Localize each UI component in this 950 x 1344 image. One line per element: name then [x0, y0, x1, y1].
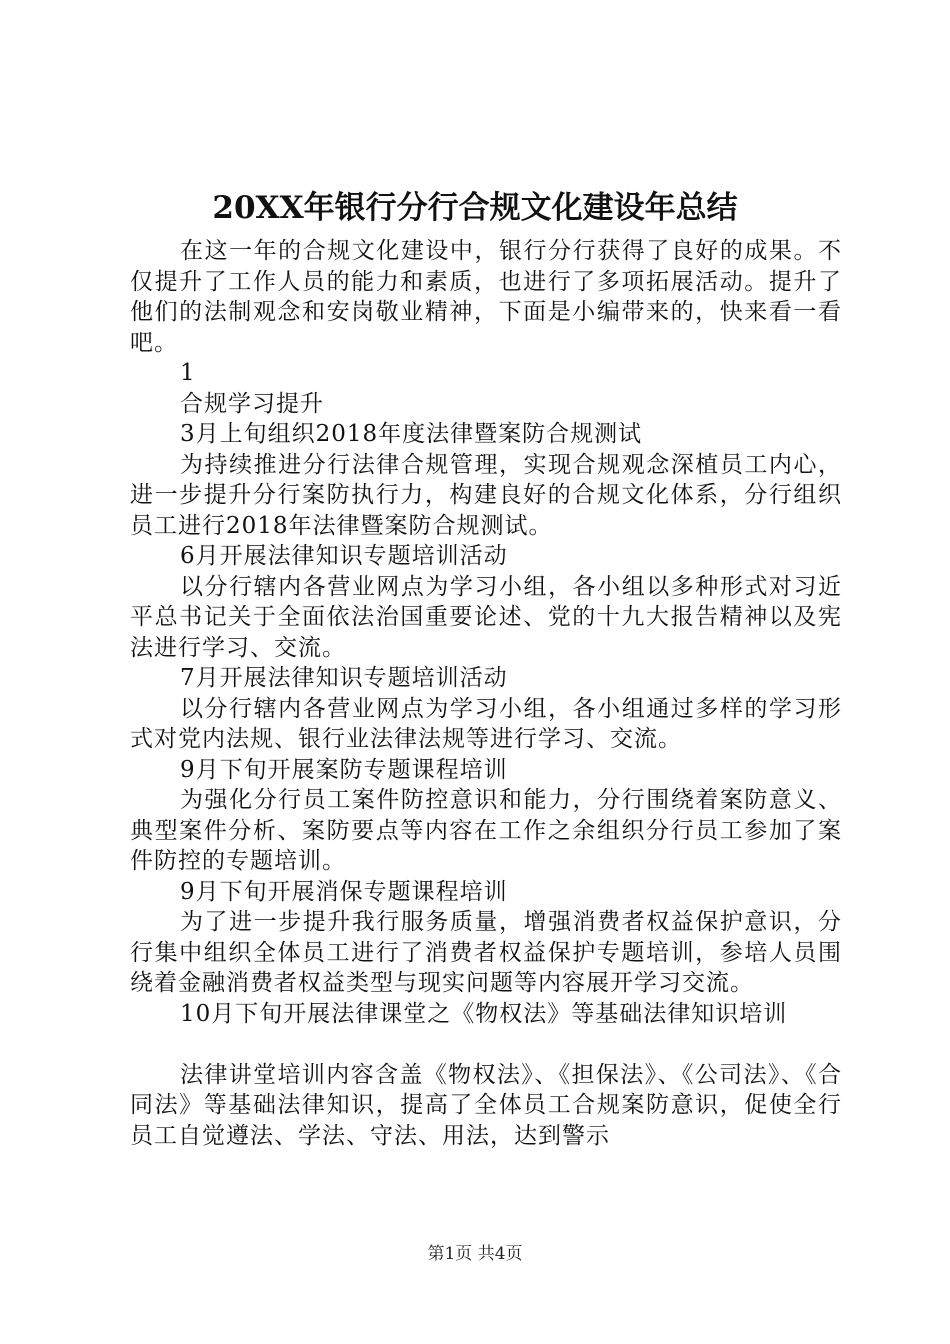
item-paragraph: 为强化分行员工案件防控意识和能力，分行围绕着案防意义、典型案件分析、案防要点等内容在工作之余组织分行员工参加了案件防控的专题培训。: [130, 787, 842, 874]
document-body: [130, 236, 842, 1151]
intro-paragraph: 在这一年的合规文化建设中，银行分行获得了良好的成果。不仅提升了工作人员的能力和素质，也进行了多项拓展活动。提升了他们的法制观念和安岗敬业精神，下面是小编带来的，快来看一看吧。: [130, 238, 842, 356]
item-heading: 7月开展法律知识专题培训活动: [180, 665, 508, 691]
item-heading: 9月下旬开展消保专题课程培训: [180, 878, 508, 905]
item-heading: 10月下旬开展法律课堂之《物权法》等基础法律知识培训: [180, 1000, 788, 1027]
section-number: 1: [180, 360, 196, 386]
item-heading: 3月上旬组织2018年度法律暨案防合规测试: [180, 421, 643, 447]
document-title: 20XX年银行分行合规文化建设年总结: [212, 190, 738, 226]
item-heading: 6月开展法律知识专题培训活动: [180, 543, 508, 569]
item-paragraph: 为了进一步提升我行服务质量，增强消费者权益保护意识，分行集中组织全体员工进行了消费者权益保护专题培训，参培人员围绕着金融消费者权益类型与现实问题等内容展开学习交流。: [130, 909, 842, 996]
page-footer: 第1页 共4页: [427, 1244, 523, 1264]
section-heading: 合规学习提升: [180, 390, 324, 417]
item-paragraph: 法律讲堂培训内容含盖《物权法》、《担保法》、《公司法》、《合同法》等基础法律知识，提高了全体员工合规案防意识，促使全行员工自觉遵法、学法、守法、用法，达到警示: [130, 1061, 842, 1149]
item-paragraph: 以分行辖内各营业网点为学习小组，各小组以多种形式对习近平总书记关于全面依法治国重要论述、党的十九大报告精神以及宪法进行学习、交流。: [130, 573, 842, 661]
blank-line: [130, 1029, 842, 1060]
item-paragraph: 以分行辖内各营业网点为学习小组，各小组通过多样的学习形式对党内法规、银行业法律法规等进行学习、交流。: [130, 695, 842, 752]
item-heading: 9月下旬开展案防专题课程培训: [180, 756, 508, 783]
item-paragraph: 为持续推进分行法律合规管理，实现合规观念深植员工内心，进一步提升分行案防执行力，构建良好的合规文化体系，分行组织员工进行2018年法律暨案防合规测试。: [130, 451, 842, 539]
